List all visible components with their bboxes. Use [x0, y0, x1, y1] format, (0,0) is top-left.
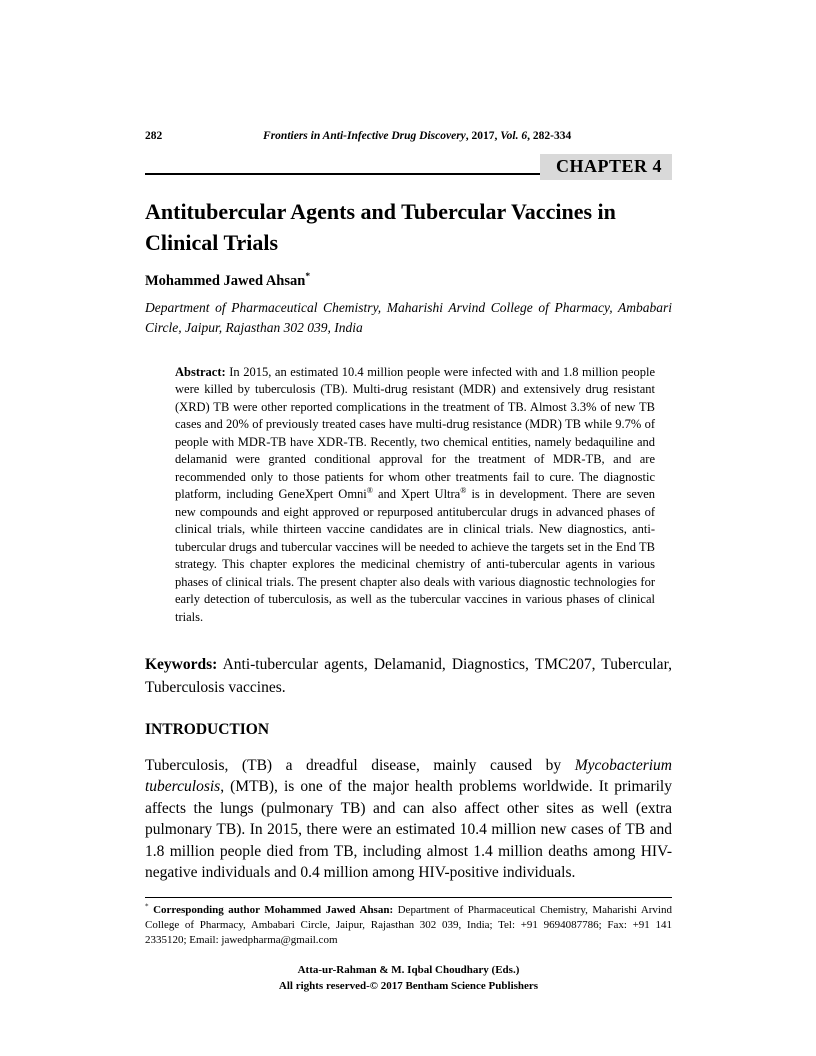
footnote-marker: * — [145, 902, 149, 911]
registered-mark-icon: ® — [366, 485, 373, 495]
chapter-label: CHAPTER 4 — [540, 154, 672, 180]
registered-mark-icon: ® — [460, 485, 467, 495]
introduction-paragraph — [145, 755, 672, 883]
footnote-bold-lead: Corresponding author Mohammed Jawed Ahsan: — [153, 904, 394, 917]
corresponding-author-footnote — [145, 903, 672, 948]
keywords-block — [145, 654, 672, 699]
keywords-label: Keywords: — [145, 656, 218, 674]
journal-citation — [162, 130, 672, 142]
journal-name: Frontiers in Anti-Infective Drug Discovery — [263, 130, 466, 142]
journal-pages: , 282-334 — [527, 130, 572, 142]
abstract-text-3: is in development. There are seven new compounds and eight approved or repurposed antitubercular drugs in advanced phases of clinical trials, while thirteen vaccine candidates are in clinical trials. New diagnostics, anti-tubercular drugs and tubercular vaccines will be needed to achieve the targets set in the End TB strategy. This chapter explores the medicinal chemistry of anti-tubercular agents in various phases of clinical trials. The present chapter also deals with various diagnostic technologies for early detection of tuberculosis, as well as the tubercular vaccines in various phases of clinical trials. — [175, 487, 655, 624]
abstract-label: Abstract: — [175, 364, 226, 379]
section-heading-introduction: INTRODUCTION — [145, 721, 270, 739]
editors-line: Atta-ur-Rahman & M. Iqbal Choudhary (Eds.) — [297, 963, 520, 976]
chapter-banner — [145, 154, 672, 180]
author-corresponding-mark: * — [305, 272, 311, 283]
introduction-text-2: , (MTB), is one of the major health problems worldwide. It primarily affects the lungs (pulmonary TB) and can also affect other sites as well (extra pulmonary TB). In 2015, there were an estimated 10.4 million new cases of TB and 1.8 million people died from TB, including almost 1.4 million deaths among HIV-negative individuals and 0.4 million among HIV-positive individuals. — [145, 778, 672, 881]
abstract-text-2: and Xpert Ultra — [372, 487, 461, 502]
author-name-text: Mohammed Jawed Ahsan — [145, 273, 306, 290]
species-name-italic: Mycobacterium tuberculosis — [145, 757, 672, 796]
publisher-footer — [145, 962, 672, 995]
author-affiliation: Department of Pharmaceutical Chemistry, Maharishi Arvind College of Pharmacy, Ambabari Circle, Jaipur, Rajasthan 302 039, India — [145, 300, 672, 336]
header-rule — [145, 173, 540, 175]
journal-year: , 2017, — [465, 130, 501, 142]
chapter-title: Antitubercular Agents and Tubercular Vaccines in Clinical Trials — [145, 199, 616, 256]
journal-volume: Vol. 6 — [500, 130, 528, 142]
abstract-text-1: In 2015, an estimated 10.4 million people were infected with and 1.8 million people were killed by tuberculosis (TB). Multi-drug resistant (MDR) and extensively drug resistant (XRD) TB were other reported complications in the treatment of TB. Almost 3.3% of new TB cases and 20% of previously treated cases have multi-drug resistance (MDR) TB while 9.7% of people with MDR-TB have XDR-TB. Recently, two chemical entities, namely bedaquiline and delamanid were granted conditional approval for the treatment of MDR-TB, and are recommended only to those patients for whom other treatments fail to cure. The diagnostic platform, including GeneXpert Omni — [175, 364, 656, 502]
copyright-line: All rights reserved-© 2017 Bentham Science Publishers — [278, 980, 539, 993]
footnote-rule — [145, 897, 672, 898]
footnote-text: Department of Pharmaceutical Chemistry, Maharishi Arvind College of Pharmacy, Ambabari Circle, Jaipur, Rajasthan 302 039, India; Tel: +91 9694087786; Fax: +91 141 2335120; Email: jawedpharma@gmail.com — [145, 904, 672, 946]
abstract-block — [175, 364, 655, 627]
keywords-text: Anti-tubercular agents, Delamanid, Diagnostics, TMC207, Tubercular, Tuberculosis vaccines. — [145, 656, 672, 696]
introduction-text-1: Tuberculosis, (TB) a dreadful disease, mainly caused by — [145, 757, 575, 775]
author-name — [145, 273, 672, 290]
page-number: 282 — [145, 130, 163, 142]
running-head — [145, 130, 672, 142]
